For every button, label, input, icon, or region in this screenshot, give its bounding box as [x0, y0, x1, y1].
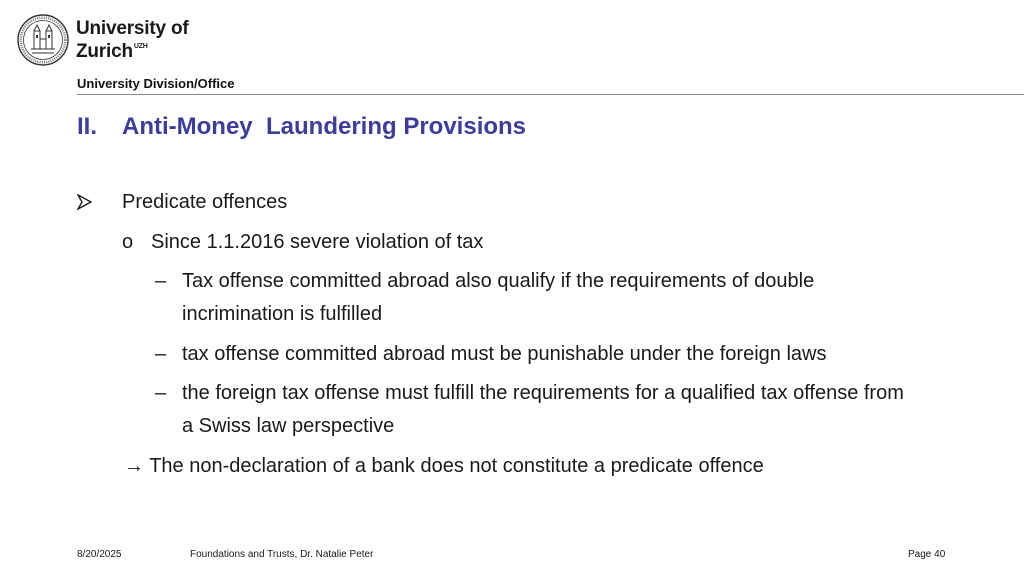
division-label: University Division/Office: [77, 76, 235, 91]
arrowhead-bullet-icon: [77, 194, 92, 210]
footer-page-number: Page 40: [908, 549, 946, 560]
logo-wordmark-line1: University of: [76, 18, 189, 39]
bullet-level3-item-2: tax offense committed abroad must be punishable under the foreign laws: [182, 343, 827, 365]
dash-bullet-icon: –: [155, 382, 167, 404]
logo-wordmark-zurich: Zurich: [76, 41, 133, 62]
dash-bullet-icon: –: [155, 343, 167, 365]
logo-uzh-superscript: UZH: [133, 43, 148, 50]
bullet-level1-predicate-offences: Predicate offences: [122, 191, 288, 213]
slide-title-number: II.: [77, 113, 98, 140]
footer-date: 8/20/2025: [77, 549, 122, 560]
conclusion-statement: → The non-declaration of a bank does not constitute a predicate offence: [124, 455, 764, 477]
footer-course-title: Foundations and Trusts, Dr. Natalie Peter: [190, 549, 374, 560]
circle-bullet-icon: o: [122, 231, 134, 253]
bullet-level3-item-1: Tax offense committed abroad also qualify if the requirements of double incrimination is fulfilled: [182, 270, 815, 325]
bullet-level2-since-2016: Since 1.1.2016 severe violation of tax: [151, 231, 484, 253]
header-divider: [77, 94, 1024, 95]
slide-title: Anti-Money Laundering Provisions: [122, 113, 527, 140]
bullet-level3-item-3: the foreign tax offense must fulfill the requirements for a qualified tax offense from a Swiss law perspective: [182, 382, 904, 437]
logo-wordmark-line2: [76, 41, 148, 63]
university-seal-icon: [17, 14, 69, 66]
dash-bullet-icon: –: [155, 270, 167, 292]
